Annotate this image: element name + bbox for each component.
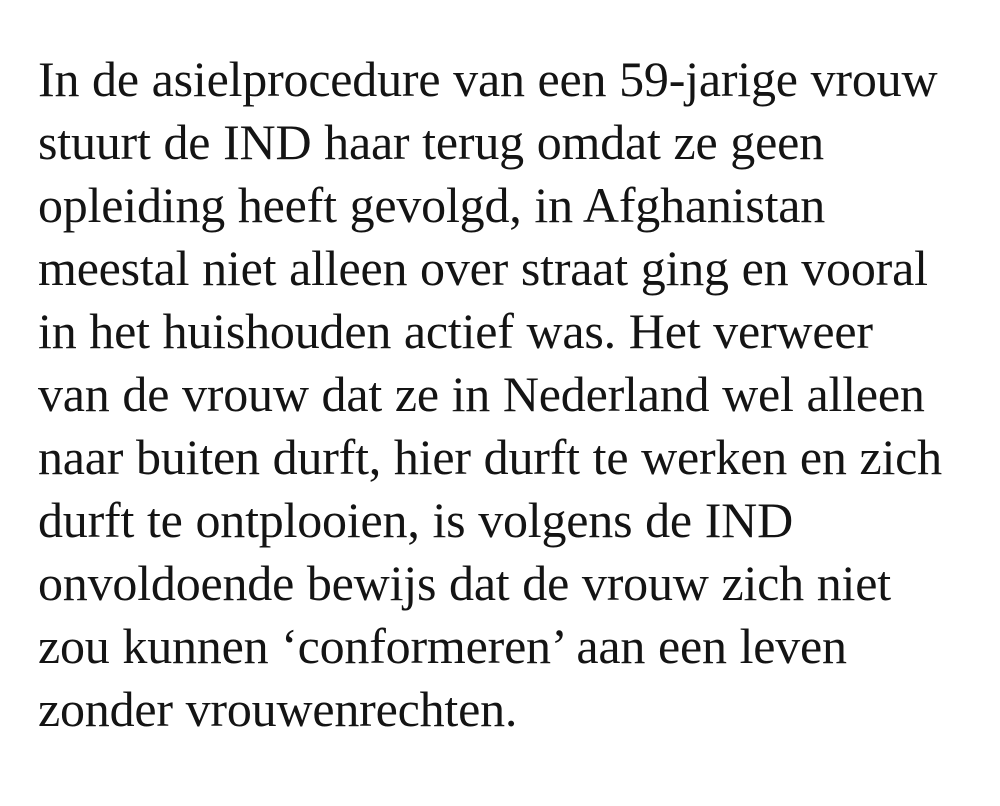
quote-paragraph: In de asielprocedure van een 59-jarige vrouw stuurt de IND haar terug omdat ze geen opleiding heeft gevolgd, in Afghanistan meestal niet alleen over straat ging en vooral in het huishouden actief was. Het verweer van de vrouw dat ze in Nederland wel alleen naar buiten durft, hier durft te werken en zich durft te ontplooien, is volgens de IND onvoldoende bewijs dat de vrouw zich niet zou kunnen ‘conformeren’ aan een leven zonder vrouwenrechten. (38, 51, 942, 737)
